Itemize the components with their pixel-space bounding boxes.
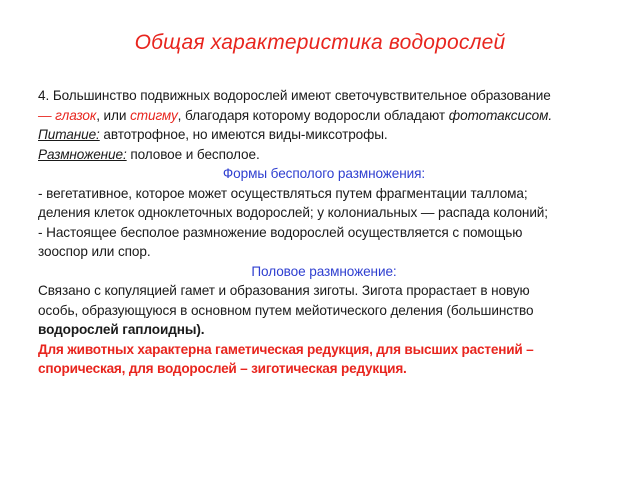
term-phototaxis: фототаксисом.: [448, 107, 553, 123]
nutrition-line: [38, 125, 610, 145]
term-glazok: глазок: [55, 107, 97, 123]
paragraph-4-line-2: [38, 106, 610, 126]
asexual-line-4: зооспор или спор.: [38, 244, 151, 259]
sexual-line-2: особь, образующуюся в основном путем мейотического деления (большинство: [38, 302, 534, 318]
asexual-line-2: деления клеток одноклеточных водорослей; у колониальных — распада колоний;: [38, 205, 548, 220]
asexual-line-1: - вегетативное, которое может осуществляться путем фрагментации таллома;: [38, 185, 528, 201]
text-thanks: , благодаря которому водоросли обладают: [177, 107, 449, 123]
slide-body: [38, 86, 610, 379]
asexual-heading: Формы бесполого размножения:: [222, 166, 426, 181]
conclusion-line-2: спорическая, для водорослей – зиготическая редукция.: [38, 361, 407, 376]
paragraph-4-line-1: 4. Большинство подвижных водорослей имеют светочувствительное образование: [38, 88, 551, 103]
reproduction-line: [38, 145, 610, 165]
term-stigma: стигму: [130, 107, 178, 123]
dash: —: [38, 107, 56, 123]
nutrition-label: Питание:: [38, 127, 100, 142]
sexual-heading: Половое размножение:: [251, 263, 397, 279]
reproduction-text: половое и бесполое.: [126, 146, 260, 162]
conclusion-line-1: Для животных характерна гаметическая редукция, для высших растений –: [38, 341, 534, 357]
reproduction-label: Размножение:: [38, 146, 127, 162]
asexual-line-3: - Настоящее бесполое размножение водорослей осуществляется с помощью: [38, 224, 523, 240]
nutrition-text: автотрофное, но имеются виды-миксотрофы.: [99, 127, 388, 142]
sexual-line-1: Связано с копуляцией гамет и образования зиготы. Зигота прорастает в новую: [38, 283, 530, 298]
slide-title: Общая характеристика водорослей: [134, 31, 506, 54]
sexual-line-3: водорослей гаплоидны).: [38, 322, 205, 337]
text-or: , или: [96, 107, 131, 123]
